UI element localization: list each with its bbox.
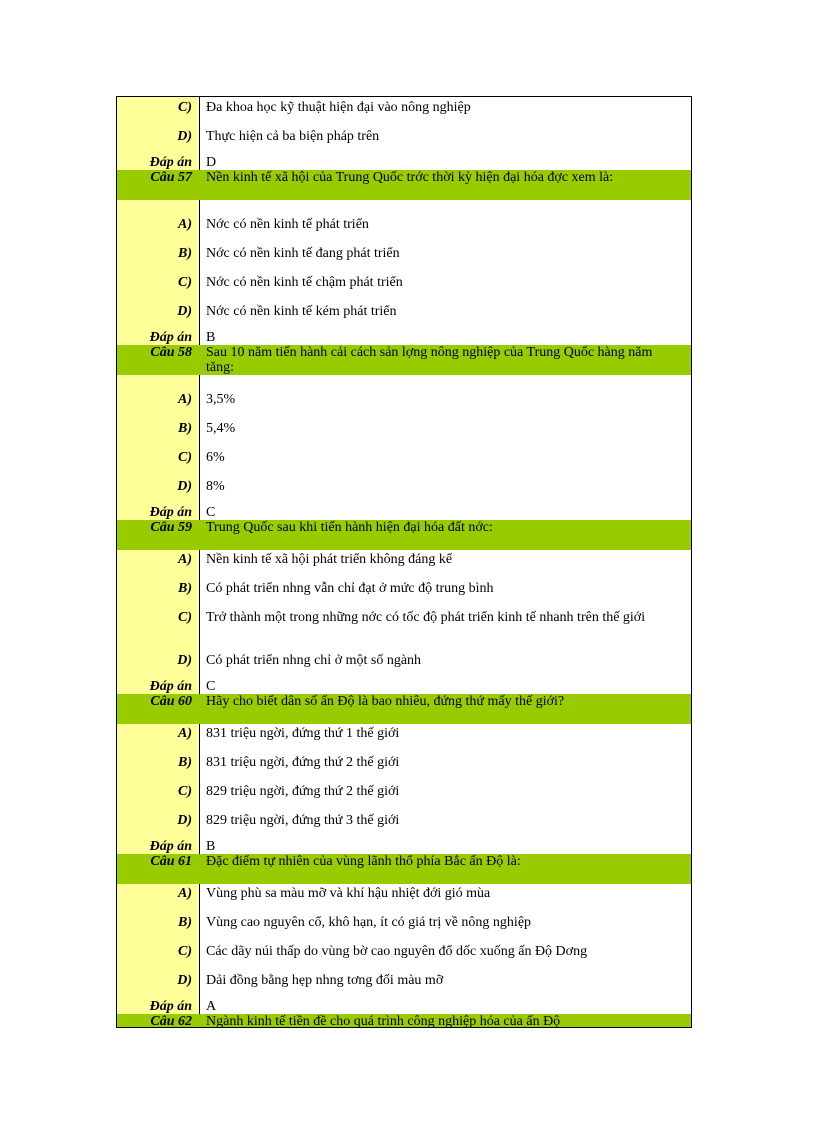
option-row: [117, 301, 691, 329]
option-text: Có phát triển nhng chỉ ở một số ngành: [206, 653, 422, 668]
option-row: [117, 389, 691, 417]
option-text: Nớc có nền kinh tế đang phát triển: [206, 246, 400, 261]
option-row: [117, 97, 691, 125]
option-letter: D): [177, 304, 192, 319]
question-text: Đặc điểm tự nhiên của vùng lãnh thổ phía Bắc ấn Độ là:: [206, 854, 521, 869]
option-text: 8%: [206, 479, 225, 494]
answer-label: Đáp án: [149, 679, 192, 694]
answer-label: Đáp án: [149, 839, 192, 854]
option-text: Trở thành một trong những nớc có tốc độ phát triển kinh tế nhanh trên thế giới: [206, 610, 646, 625]
question-number: Câu 57: [150, 170, 192, 185]
option-text: Nớc có nền kinh tế phát triển: [206, 217, 369, 232]
question-text: Hãy cho biết dân số ấn Độ là bao nhiêu, đứng thứ mấy thế giới?: [206, 694, 565, 709]
option-letter: C): [178, 275, 192, 290]
option-text: Vùng cao nguyên cổ, khô hạn, ít có giá trị về nông nghiệp: [206, 915, 532, 930]
answer-value: C: [206, 505, 216, 520]
option-row: [117, 650, 691, 678]
option-row: [117, 578, 691, 606]
question-number: Câu 59: [150, 520, 192, 535]
option-row: [117, 970, 691, 998]
option-text: Có phát triển nhng vẫn chỉ đạt ở mức độ trung bình: [206, 581, 494, 596]
option-text: Thực hiện cả ba biện pháp trên: [206, 129, 380, 144]
option-text: Các dãy núi thấp do vùng bờ cao nguyên đổ dốc xuống ấn Độ Dơng: [206, 944, 588, 959]
option-letter: C): [178, 784, 192, 799]
answer-row: [117, 999, 691, 1014]
option-row: [117, 214, 691, 242]
option-row: [117, 607, 691, 635]
answer-row: [117, 679, 691, 694]
option-row: [117, 126, 691, 154]
question-number: Câu 62: [150, 1014, 192, 1028]
question-row: [117, 854, 691, 884]
option-letter: A): [178, 217, 192, 232]
answer-row: [117, 330, 691, 345]
option-letter: B): [178, 581, 192, 596]
question-number: Câu 61: [150, 854, 192, 869]
option-letter: B): [178, 755, 192, 770]
option-row: [117, 723, 691, 751]
answer-row: [117, 839, 691, 854]
option-letter: D): [177, 129, 192, 144]
answer-value: C: [206, 679, 216, 694]
option-text: Nền kinh tế xã hội phát triển không đáng kể: [206, 552, 453, 567]
option-row: [117, 243, 691, 271]
answer-label: Đáp án: [149, 999, 192, 1014]
option-text: 829 triệu ngời, đứng thứ 2 thế giới: [206, 784, 400, 799]
option-letter: D): [177, 813, 192, 828]
option-letter: C): [178, 100, 192, 115]
option-letter: A): [178, 726, 192, 741]
question-row: [117, 170, 691, 200]
option-text: 829 triệu ngời, đứng thứ 3 thế giới: [206, 813, 400, 828]
option-letter: D): [177, 653, 192, 668]
option-text: 6%: [206, 450, 225, 465]
answer-label: Đáp án: [149, 155, 192, 170]
option-text: 3,5%: [206, 392, 236, 407]
question-number: Câu 60: [150, 694, 192, 709]
answer-value: D: [206, 155, 217, 170]
option-row: [117, 476, 691, 504]
question-row: [117, 694, 691, 724]
option-letter: D): [177, 479, 192, 494]
option-letter: B): [178, 915, 192, 930]
answer-row: [117, 505, 691, 520]
option-row: [117, 752, 691, 780]
option-row: [117, 272, 691, 300]
option-text: 831 triệu ngời, đứng thứ 2 thế giới: [206, 755, 400, 770]
question-number: Câu 58: [150, 345, 192, 360]
question-row: [117, 520, 691, 550]
option-letter: A): [178, 886, 192, 901]
option-row: [117, 418, 691, 446]
question-text: Ngành kinh tế tiền đề cho quá trình công nghiệp hóa của ấn Độ: [206, 1014, 561, 1028]
option-row: [117, 883, 691, 911]
option-text: 831 triệu ngời, đứng thứ 1 thế giới: [206, 726, 400, 741]
option-text: Đa khoa học kỹ thuật hiện đại vào nông nghiệp: [206, 100, 471, 115]
option-letter: A): [178, 552, 192, 567]
option-row: [117, 912, 691, 940]
question-text: Sau 10 năm tiến hành cải cách sản lợng nông nghiệp của Trung Quốc hàng năm tăng:: [206, 345, 653, 375]
option-letter: C): [178, 450, 192, 465]
option-text: 5,4%: [206, 421, 236, 436]
option-letter: A): [178, 392, 192, 407]
option-text: Nớc có nền kinh tế kém phát triển: [206, 304, 397, 319]
quiz-sheet: [116, 96, 692, 1028]
answer-value: A: [206, 999, 217, 1014]
question-row: [117, 1014, 691, 1028]
option-row: [117, 810, 691, 838]
answer-label: Đáp án: [149, 330, 192, 345]
option-row: [117, 447, 691, 475]
question-text: Trung Quốc sau khi tiến hành hiện đại hóa đất nớc:: [206, 520, 493, 535]
answer-value: B: [206, 839, 216, 854]
option-letter: B): [178, 421, 192, 436]
option-row: [117, 781, 691, 809]
option-letter: B): [178, 246, 192, 261]
answer-label: Đáp án: [149, 505, 192, 520]
option-text: Nớc có nền kinh tế chậm phát triển: [206, 275, 403, 290]
option-row: [117, 941, 691, 969]
question-text: Nền kinh tế xã hội của Trung Quốc trớc thời kỳ hiện đại hóa đợc xem là:: [206, 170, 614, 185]
answer-value: B: [206, 330, 216, 345]
option-letter: C): [178, 944, 192, 959]
option-letter: C): [178, 610, 192, 625]
option-text: Vùng phù sa màu mỡ và khí hậu nhiệt đới gió mùa: [206, 886, 491, 901]
answer-row: [117, 155, 691, 170]
option-text: Dải đồng bằng hẹp nhng tơng đối màu mỡ: [206, 973, 444, 988]
option-letter: D): [177, 973, 192, 988]
question-row: [117, 345, 691, 375]
option-row: [117, 549, 691, 577]
